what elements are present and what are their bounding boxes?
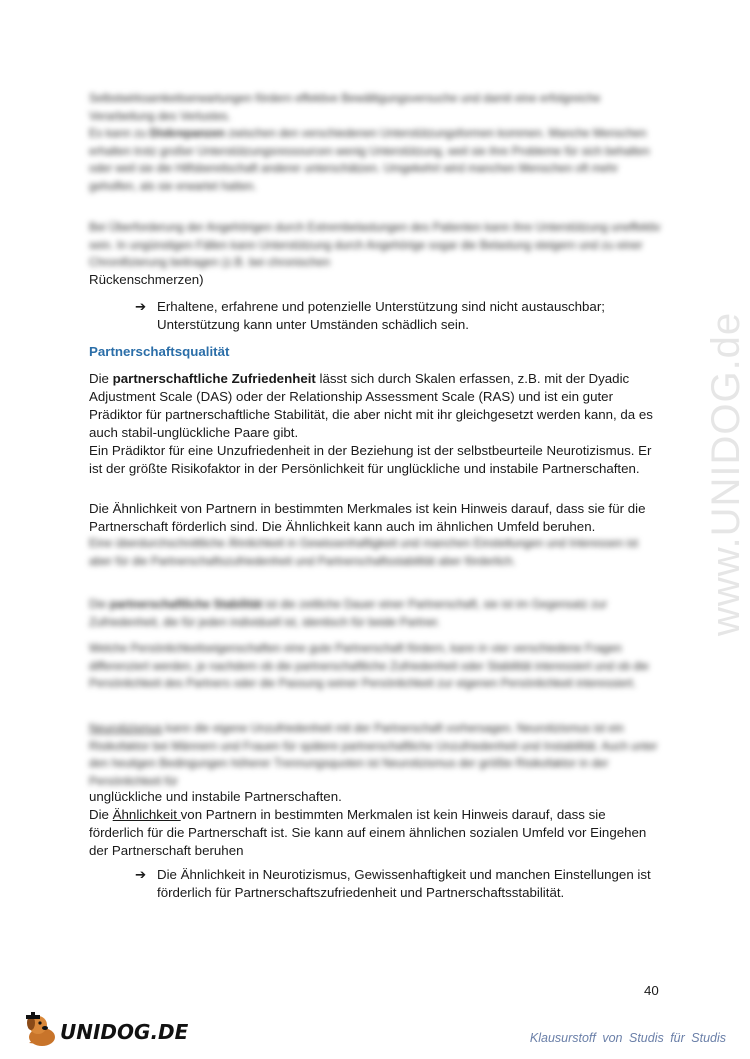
blurred-paragraph-1: [89, 90, 661, 195]
paragraph-ueberforderung: Bei Überforderung der Angehörigen durch Extrembelastungen des Patienten kann ihre Unterstützung uneffektiv sein. In ungünstigen Fällen kann Unterstützung durch Angehörige sogar die Belastung steigern und zu einer Chronifizierung beitragen (z.B. bei chronischen: [89, 221, 661, 269]
arrow-icon: ➔: [135, 299, 147, 314]
dog-icon: [22, 1011, 62, 1049]
bullet-text: Die Ähnlichkeit in Neurotizismus, Gewissenhaftigkeit und manchen Einstellungen ist förderlich für Partnerschaftszufriedenheit und Partnerschaftsstabilität.: [157, 867, 651, 900]
paragraph-aehnlichkeit: Die Ähnlichkeit von Partnern in bestimmten Merkmales ist kein Hinweis darauf, dass sie für die Partnerschaft förderlich sind. Die Ähnlichkeit kann auch im ähnlichen Umfeld beruhen.: [89, 501, 646, 534]
watermark: www.UNIDOG.de: [704, 311, 748, 636]
bullet-aehnlichkeit: [135, 866, 665, 902]
blurred-persoenlichkeit: Welche Persönlichkeitseigenschaften eine gute Partnerschaft fördern, kann in vier verschiedene Fragen differenziert werden, je nachdem ob die partnerschaftliche Zufriedenheit oder Stabilität interessiert und ob die Persönlichkeit des Partners oder die Passung seiner Persönlichkeit zur eigenen Persönlichkeit interessiert.: [89, 642, 649, 690]
underlined-aehnlichkeit: Ähnlichkeit: [112, 807, 181, 822]
blurred-neurotizismus: Neurotizismus kann die eigene Unzufriedenheit mit der Partnerschaft vorhersagen. Neurotizismus ist ein Risikofaktor bei Männern und Frauen für spätere partnerschaftliche Unzufriedenheit und Instabilität. Auch unter den heutigen Bedingungen höherer Trennungsquoten ist Neurotizismus der größte Risikofaktor in der Persönlichkeit für: [89, 722, 658, 788]
footer-slogan: Klausurstoff von Studis für Studis: [529, 1031, 726, 1045]
blurred-paragraph-2: [89, 219, 661, 272]
bold-zufriedenheit: partnerschaftliche Zufriedenheit: [112, 371, 316, 386]
bullet-text: Erhaltene, erfahrene und potenzielle Unterstützung sind nicht austauschbar; Unterstützung kann unter Umständen schädlich sein.: [157, 299, 605, 332]
paragraph-diskrepanzen: Es kann zu Diskrepanzen zwischen den verschiedenen Unterstützungsformen kommen. Manche Menschen erhalten trotz großer Unterstützungsressourcen wenig Unterstützung, weil sie ihre Probleme für sich behalten oder weil sie die Hilfsbereitschaft anderer unterschätzen. Umgekehrt wird manchen Menschen oft mehr geholfen, als sie erwartet hatten.: [89, 127, 650, 193]
logo-text: UNIDOG.DE: [60, 1020, 189, 1044]
paragraph-zufriedenheit: Die partnerschaftliche Zufriedenheit lässt sich durch Skalen erfassen, z.B. mit der Dyadic Adjustment Scale (DAS) oder der Relationship Assessment Scale (RAS) und ist ein guter Prädiktor für partnerschaftliche Stabilität, die aber nicht mit ihr gleichgesetzt werden kann, da es auch stabil-unglückliche Paare gibt. Ein Prädiktor für eine Unzufriedenheit in der Beziehung ist der selbstbeurteile Neurotizismus. Er ist der größte Risikofaktor in der Persönlichkeit für unglückliche und instabile Partnerschaften.: [89, 370, 661, 478]
paragraph-selbstwirksamkeit: Selbstwirksamkeitserwartungen fördern effektive Bewältigungsversuche und damit eine erfolgreiche Verarbeitung des Verlustes.: [89, 92, 601, 123]
paragraph-neurotizismus-praediktor: Ein Prädiktor für eine Unzufriedenheit in der Beziehung ist der selbstbeurteile Neurotizismus. Er ist der größte Risikofaktor in der Persönlichkeit für unglückliche und instabile Partnerschaften.: [89, 443, 652, 476]
unidog-logo[interactable]: [22, 1011, 189, 1049]
blurred-aehnlichkeit: Eine überdurchschnittliche Ähnlichkeit in Gewissenhaftigkeit und manchen Einstellungen und Interessen ist aber für die Partnerschaftszufriedenheit und Partnerschaftsstabilität aber förderlich.: [89, 537, 639, 568]
blurred-stabilitaet: Die partnerschaftliche Stabilität ist die zeitliche Dauer einer Partnerschaft, sie ist im Gegensatz zur Zufriedenheit, die für jeden individuell ist, identisch für beide Partner.: [89, 598, 608, 629]
paragraph-aehnlichkeit-2: Die Ähnlichkeit von Partnern in bestimmten Merkmalen ist kein Hinweis darauf, dass sie förderlich für die Partnerschaft ist. Sie kann auf einem ähnlichen sozialen Umfeld vor Eingehen der Partnerschaft beruhen: [89, 807, 647, 858]
bullet-unterstuetzung: [135, 298, 665, 334]
paragraph-neuro-end: unglückliche und instabile Partnerschaften.: [89, 789, 342, 804]
page-number: 40: [644, 983, 659, 998]
arrow-icon: ➔: [135, 867, 147, 882]
bold-diskrepanzen: Diskrepanzen: [149, 127, 225, 140]
section-heading: Partnerschaftsqualität: [89, 344, 230, 359]
paragraph-rueckenschmerzen: Rückenschmerzen): [89, 272, 204, 287]
